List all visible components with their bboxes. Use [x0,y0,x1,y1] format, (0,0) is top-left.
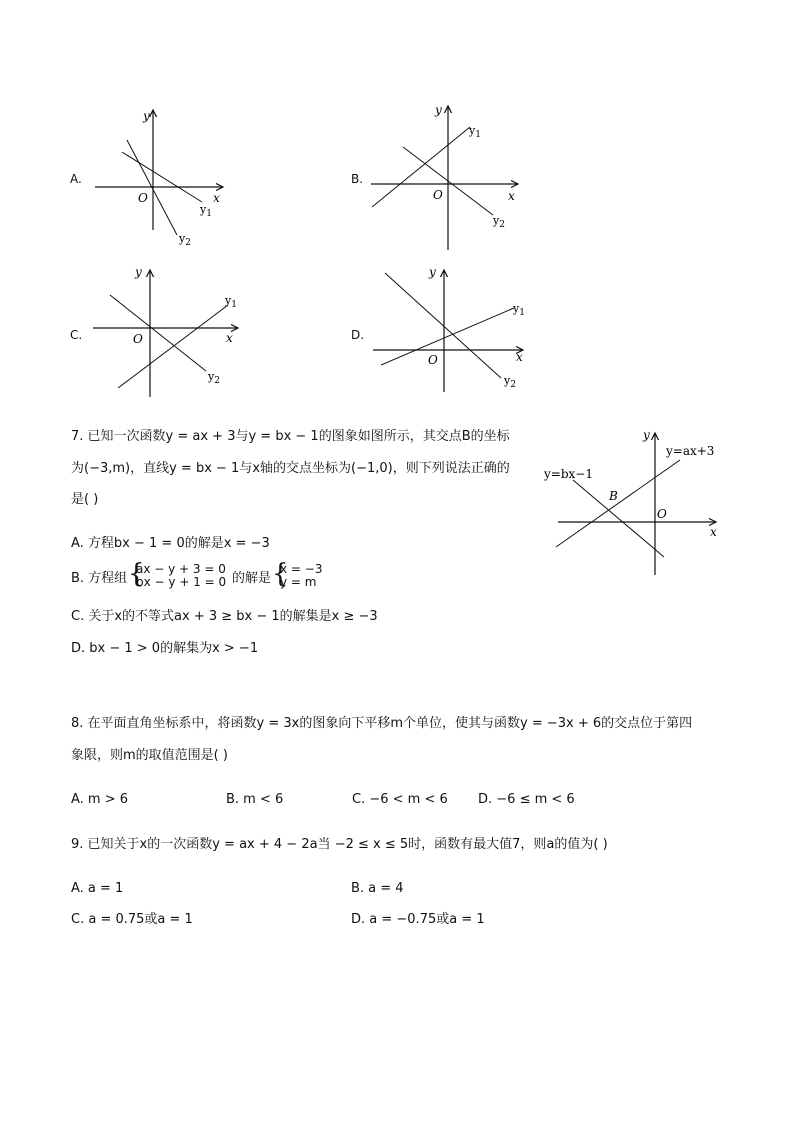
y1-label: $y_1$ [200,203,212,219]
svg-text:y: y [435,103,442,117]
x-axis-label: x [213,191,220,205]
svg-text:O: O [133,332,143,346]
q8-line2: 象限，则m的取值范围是( ) [71,748,228,763]
q9-option-c: C. a = 0.75或a = 1 [71,912,193,927]
svg-text:y1: $y_1$ [225,294,237,310]
brace-2: { [272,559,289,589]
brace-1: { [128,559,145,589]
q9-line1: 9. 已知关于x的一次函数y = ax + 4 − 2a当 −2 ≤ x ≤ 5时，函数有最大值7，则a的值为( ) [71,837,608,852]
svg-text:y=ax+3: y=ax+3 [666,444,715,458]
q8-line1: 8. 在平面直角坐标系中，将函数y = 3x的图象向下平移m个单位，使其与函数y = −3x + 6的交点位于第四 [71,716,693,731]
q9-option-d: D. a = −0.75或a = 1 [351,912,485,927]
q7-line1: 7. 已知一次函数y = ax + 3与y = bx − 1的图象如图所示，其交点B的坐标 [71,429,510,444]
svg-text:x: x [226,331,233,345]
graph-b-label: B. [351,172,364,186]
svg-text:B: B [609,489,618,503]
svg-text:x: x [710,525,717,539]
svg-text:x: x [516,350,523,364]
q7-option-c: C. 关于x的不等式ax + 3 ≥ bx − 1的解集是x ≥ −3 [71,609,378,624]
q7-option-b: B. 方程组 [71,571,128,586]
svg-text:O: O [657,507,667,521]
q7-option-d: D. bx − 1 > 0的解集为x > −1 [71,641,259,656]
svg-text:y1: $y_1$ [513,302,525,318]
graph-d-label: D. [351,328,365,342]
svg-text:y: y [643,428,650,442]
q8-option-b: B. m < 6 [226,792,284,807]
svg-text:y2: $y_2$ [493,214,505,230]
q8-option-a: A. m > 6 [71,792,129,807]
graph-c-label: C. [70,328,83,342]
svg-text:y1: $y_1$ [469,124,481,140]
graph-a [90,100,240,250]
q7-line3: 是( ) [71,492,99,507]
line-bx-minus-1 [573,480,664,557]
svg-text:y: y [429,265,436,279]
q7-figure [540,425,725,580]
y2-label: $y_2$ [179,232,191,248]
svg-text:y: y [135,265,142,279]
graph-c [88,262,248,402]
q7-system-1: ax − y + 3 = 0 bx − y + 1 = 0 [136,562,227,589]
q8-option-c: C. −6 < m < 6 [352,792,448,807]
q7-option-a: A. 方程bx − 1 = 0的解是x = −3 [71,536,270,551]
q9-option-a: A. a = 1 [71,881,124,896]
svg-text:x: x [508,189,515,203]
q7-system-2: x = −3 y = m [280,562,323,589]
graph-a-label: A. [70,172,82,186]
graph-b [365,100,530,255]
graph-d [368,262,533,397]
svg-text:O: O [433,188,443,202]
q7-line2: 为(−3,m)，直线y = bx − 1与x轴的交点坐标为(−1,0)，则下列说法正确的 [71,461,510,476]
q8-option-d: D. −6 ≤ m < 6 [478,792,575,807]
svg-text:y=bx−1: y=bx−1 [544,467,593,481]
svg-text:O: O [428,353,438,367]
y-axis-label: y [143,109,150,123]
q9-option-b: B. a = 4 [351,881,404,896]
svg-text:y2: $y_2$ [208,370,220,386]
origin-label: O [138,191,148,205]
svg-text:y2: $y_2$ [504,374,516,390]
line-y1 [122,152,202,202]
